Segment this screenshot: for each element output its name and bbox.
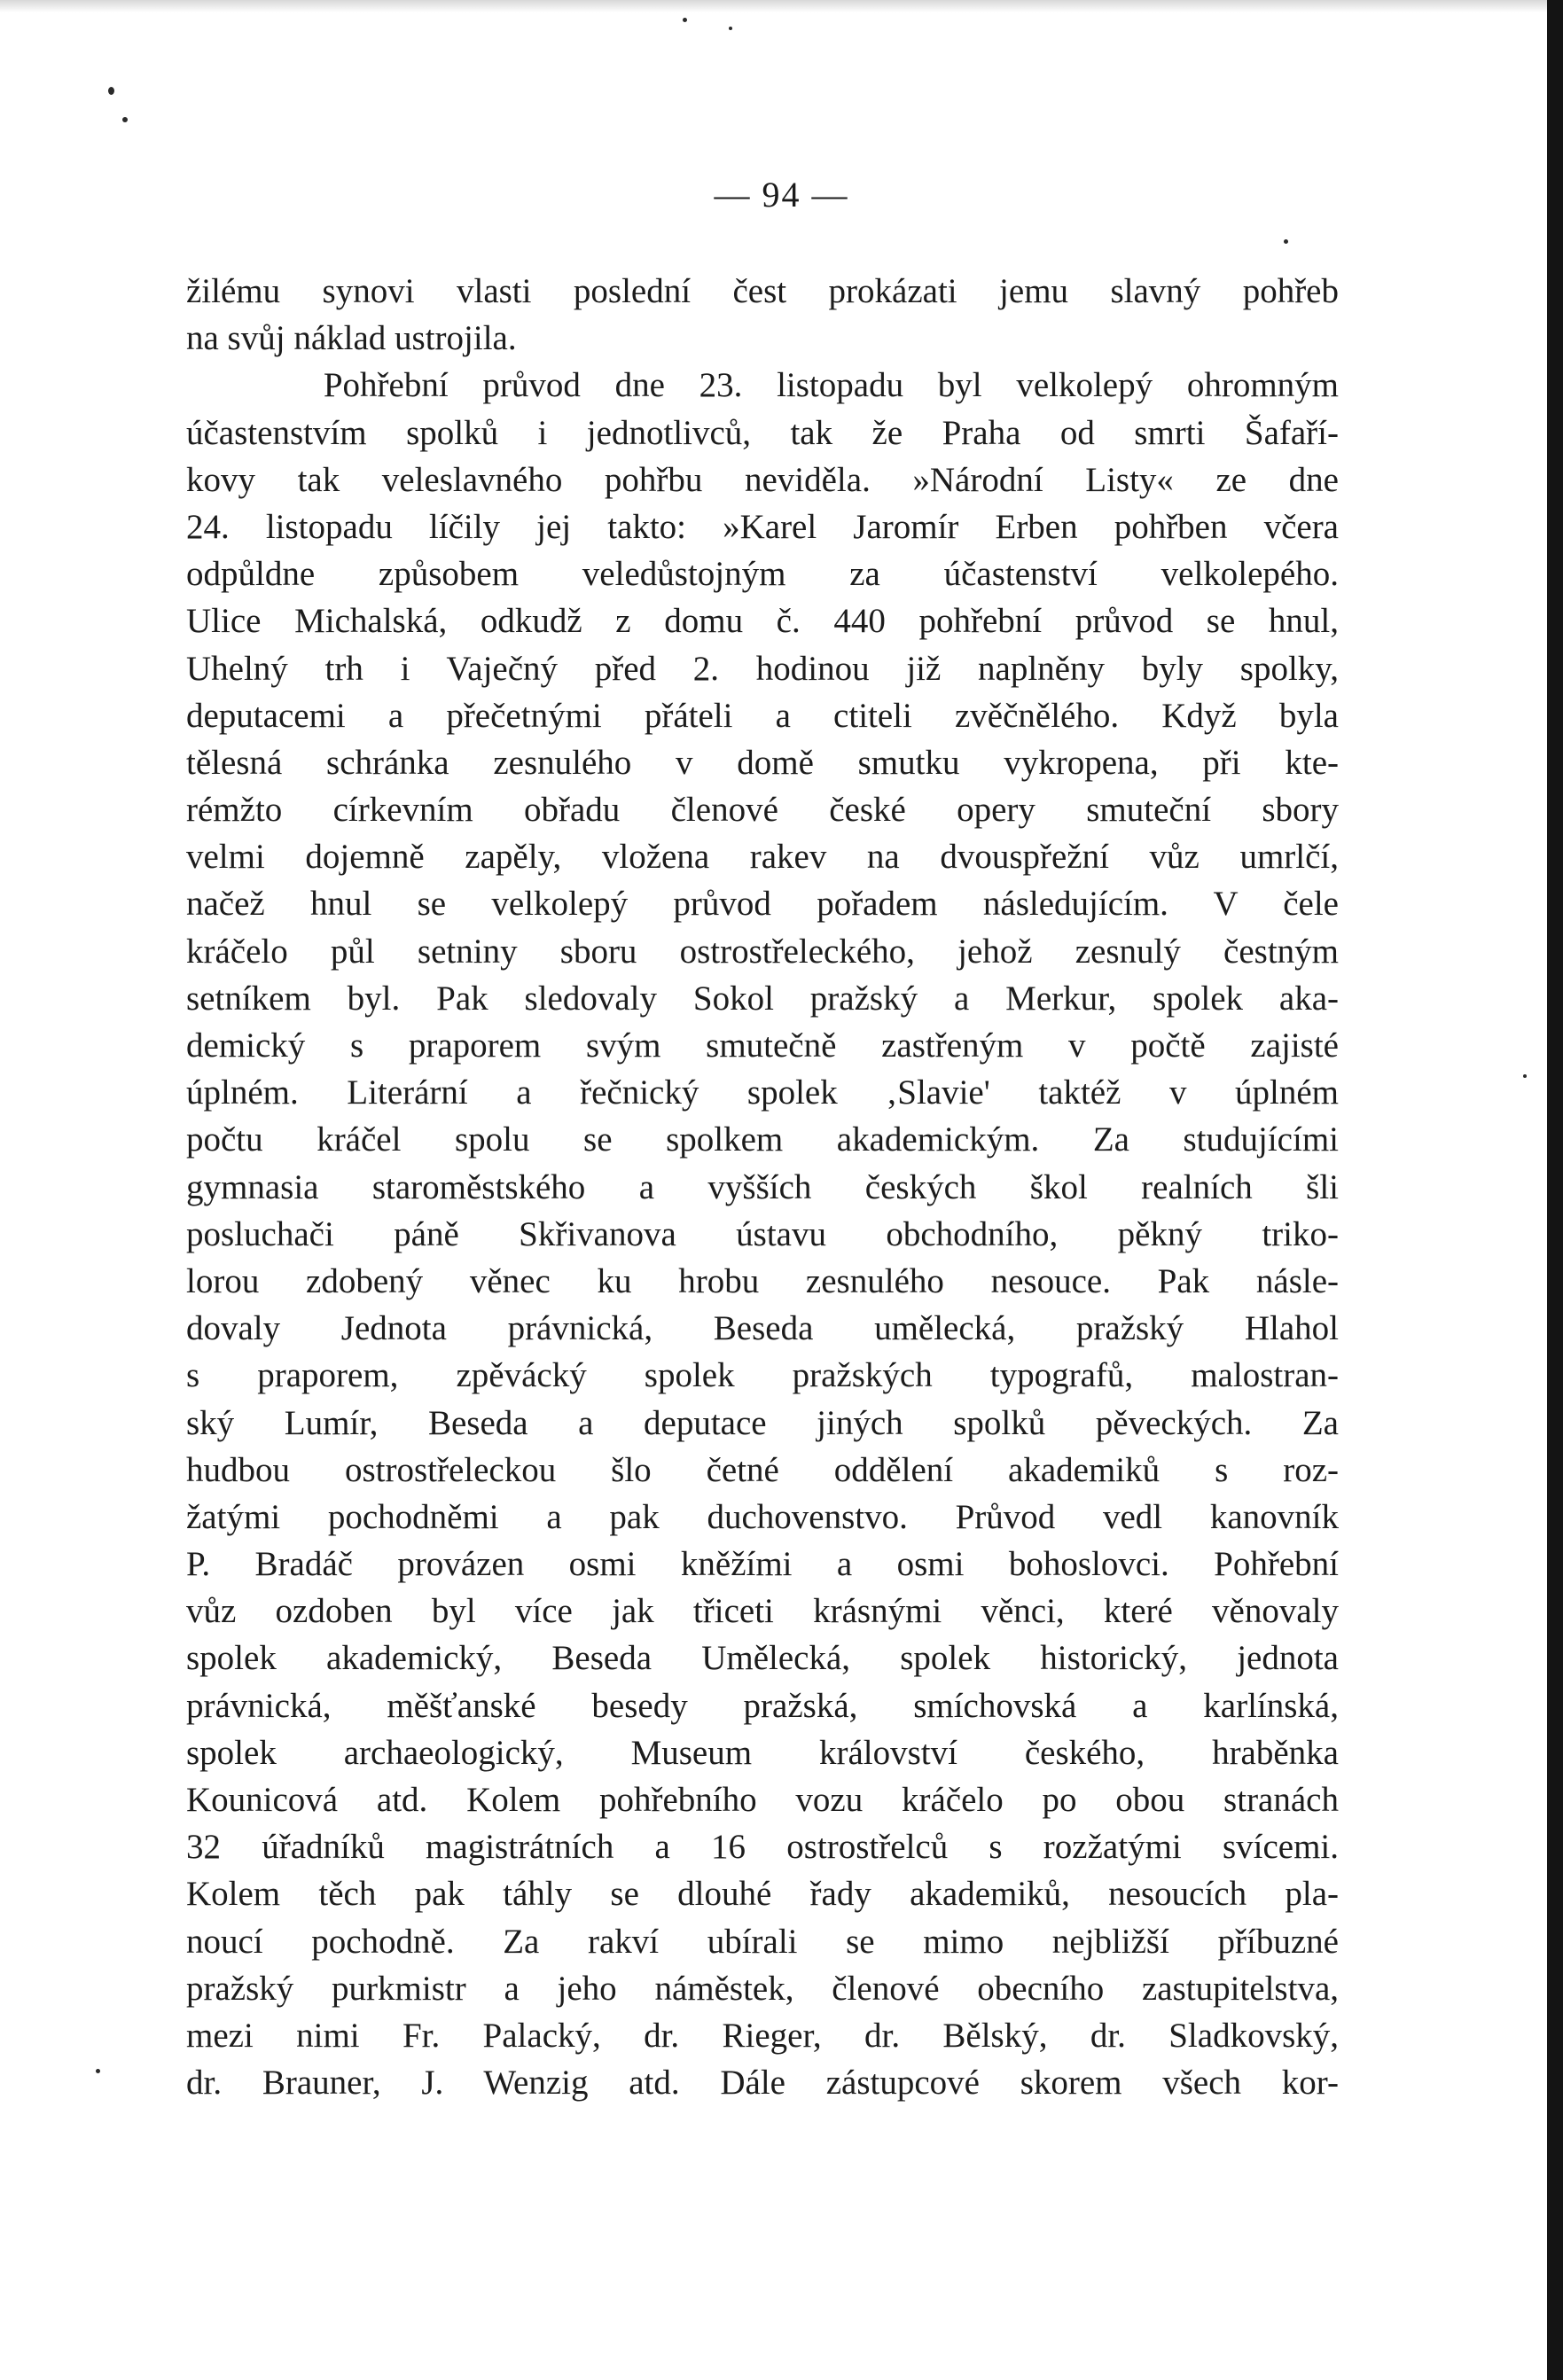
- scan-speck: [729, 27, 732, 30]
- text-line: setníkem byl. Pak sledovaly Sokol pražský a Merkur, spolek aka-: [186, 979, 1339, 1018]
- text-line: spolek akademický, Beseda Umělecká, spolek historický, jednota: [186, 1639, 1339, 1678]
- text-line: posluchači páně Skřivanova ústavu obchodního, pěkný triko-: [186, 1214, 1339, 1253]
- text-line: lorou zdobený věnec ku hrobu zesnulého nesouce. Pak násle-: [186, 1261, 1339, 1300]
- text-line: 32 úřadníků magistrátních a 16 ostrostřelců s rozžatými svícemi.: [186, 1828, 1339, 1867]
- text-line: načež hnul se velkolepý průvod pořadem následujícím. V čele: [186, 885, 1339, 924]
- text-line: mezi nimi Fr. Palacký, dr. Rieger, dr. Bělský, dr. Sladkovský,: [186, 2016, 1339, 2055]
- text-line: na svůj náklad ustrojila.: [186, 319, 517, 358]
- text-line: úplném. Literární a řečnický spolek ‚Slavie' taktéž v úplném: [186, 1073, 1339, 1112]
- page-number: — 94 —: [714, 175, 849, 215]
- scan-speck: [122, 117, 128, 122]
- body-text: [186, 268, 1339, 2106]
- text-line: žatými pochodněmi a pak duchovenstvo. Průvod vedl kanovník: [186, 1497, 1339, 1536]
- text-line: s praporem, zpěvácký spolek pražských typografů, malostran-: [186, 1356, 1339, 1395]
- text-line: účastenstvím spolků i jednotlivců, tak že Praha od smrti Šafaří-: [186, 413, 1339, 452]
- text-line: právnická, měšťanské besedy pražská, smíchovská a karlínská,: [186, 1686, 1339, 1725]
- text-line: počtu kráčel spolu se spolkem akademickým. Za studujícími: [186, 1120, 1339, 1159]
- scan-speck: [1284, 239, 1288, 244]
- text-line: demický s praporem svým smutečně zastřeným v počtě zajisté: [186, 1026, 1339, 1065]
- scan-speck: [683, 18, 687, 22]
- text-line: dovaly Jednota právnická, Beseda umělecká, pražský Hlahol: [186, 1309, 1339, 1348]
- text-line: gymnasia staroměstského a vyšších českých škol realních šli: [186, 1167, 1339, 1206]
- scan-speck: [96, 2069, 100, 2073]
- scan-right-border: [1547, 0, 1563, 2380]
- text-line: 24. listopadu líčily jej takto: »Karel Jaromír Erben pohřben včera: [186, 507, 1339, 546]
- text-line: žilému synovi vlasti poslední čest prokázati jemu slavný pohřeb: [186, 272, 1339, 310]
- scan-speck: [1523, 1074, 1527, 1078]
- text-line: velmi dojemně zapěly, vložena rakev na dvouspřežní vůz umrlčí,: [186, 838, 1339, 877]
- text-line: kovy tak veleslavného pohřbu neviděla. »Národní Listy« ze dne: [186, 460, 1339, 499]
- text-line: vůz ozdoben byl více jak třiceti krásnými věnci, které věnovaly: [186, 1592, 1339, 1631]
- scan-speck: [108, 87, 114, 95]
- text-line: tělesná schránka zesnulého v domě smutku vykropena, při kte-: [186, 743, 1339, 782]
- text-line: spolek archaeologický, Museum království českého, hraběnka: [186, 1733, 1339, 1772]
- text-line: deputacemi a přečetnými přáteli a ctiteli zvěčnělého. Když byla: [186, 696, 1339, 735]
- text-line: odpůldne způsobem veledůstojným za účastenství velkolepého.: [186, 555, 1339, 594]
- text-line: Uhelný trh i Vaječný před 2. hodinou již naplněny byly spolky,: [186, 649, 1339, 688]
- text-line: Kolem těch pak táhly se dlouhé řady akademiků, nesoucích pla-: [186, 1875, 1339, 1914]
- text-line: dr. Brauner, J. Wenzig atd. Dále zástupcové skorem všech kor-: [186, 2064, 1339, 2103]
- text-line: pražský purkmistr a jeho náměstek, členové obecního zastupitelstva,: [186, 1969, 1339, 2008]
- text-line: noucí pochodně. Za rakví ubírali se mimo nejbližší příbuzné: [186, 1922, 1339, 1961]
- text-line: Kounicová atd. Kolem pohřebního vozu kráčelo po obou stranách: [186, 1781, 1339, 1819]
- text-line: rémžto církevním obřadu členové české opery smuteční sbory: [186, 791, 1339, 830]
- text-line: P. Bradáč provázen osmi kněžími a osmi bohoslovci. Pohřební: [186, 1545, 1339, 1584]
- text-line: Ulice Michalská, odkudž z domu č. 440 pohřební průvod se hnul,: [186, 602, 1339, 641]
- scan-top-shadow: [0, 0, 1563, 12]
- text-line: hudbou ostrostřeleckou šlo četné oddělení akademiků s roz-: [186, 1450, 1339, 1489]
- text-line: Pohřební průvod dne 23. listopadu byl velkolepý ohromným: [186, 366, 1339, 405]
- text-line: ský Lumír, Beseda a deputace jiných spolků pěveckých. Za: [186, 1403, 1339, 1442]
- text-line: kráčelo půl setniny sboru ostrostřeleckého, jehož zesnulý čestným: [186, 932, 1339, 971]
